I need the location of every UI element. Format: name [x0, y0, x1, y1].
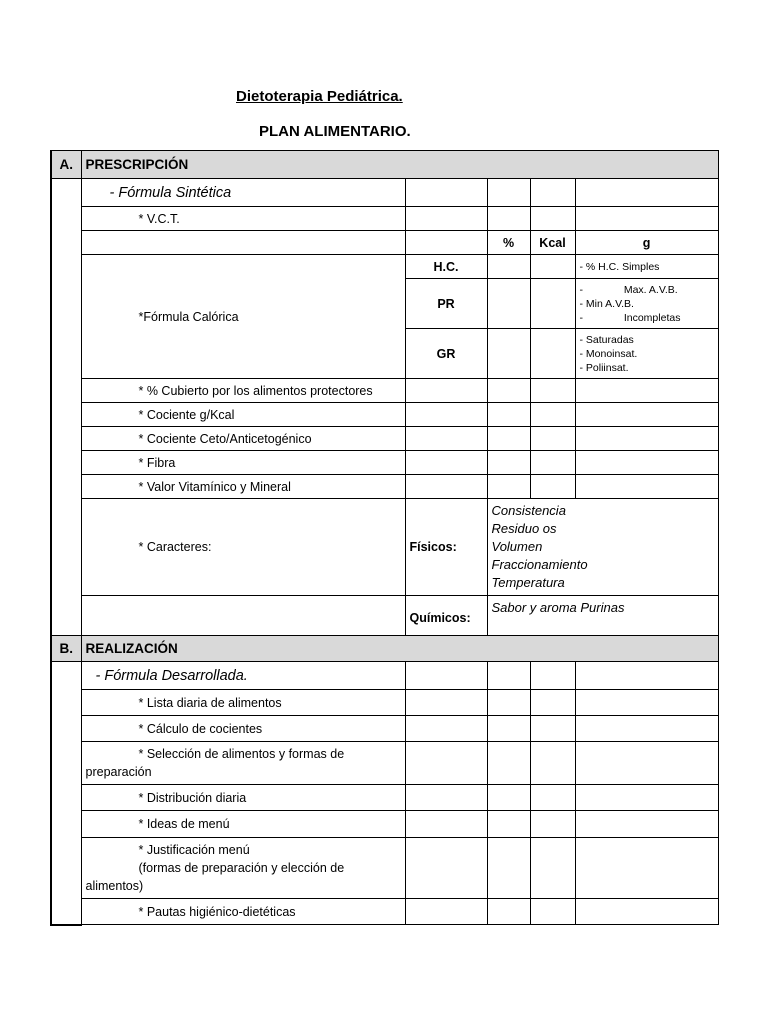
table-cell[interactable] — [575, 207, 718, 231]
table-cell[interactable] — [575, 838, 718, 899]
section-b-header — [51, 636, 718, 662]
table-cell[interactable] — [405, 207, 487, 231]
table-cell[interactable] — [530, 379, 575, 403]
table-cell[interactable] — [405, 451, 487, 475]
row-label: * % Cubierto por los alimentos protectores — [81, 379, 405, 403]
section-a-title: PRESCRIPCIÓN — [81, 151, 718, 179]
table-cell[interactable] — [530, 690, 575, 716]
table-cell[interactable] — [487, 427, 530, 451]
table-cell[interactable] — [530, 207, 575, 231]
quimicos-text: Sabor y aroma Purinas — [487, 596, 718, 636]
table-row — [51, 207, 718, 231]
fisicos-items: Consistencia Residuo os Volumen Fraccionamiento Temperatura — [487, 499, 718, 596]
table-cell[interactable] — [487, 403, 530, 427]
table-cell[interactable] — [530, 838, 575, 899]
table-cell[interactable] — [575, 785, 718, 811]
table-cell[interactable] — [530, 451, 575, 475]
table-cell[interactable] — [530, 427, 575, 451]
table-row — [51, 179, 718, 207]
section-a-letter: A. — [51, 151, 81, 179]
table-row — [51, 690, 718, 716]
row-label: * Cociente g/Kcal — [81, 403, 405, 427]
table-cell — [81, 231, 405, 255]
table-cell[interactable] — [487, 475, 530, 499]
table-cell[interactable] — [487, 179, 530, 207]
table-cell[interactable] — [530, 811, 575, 838]
table-cell[interactable] — [487, 716, 530, 742]
row-label: * Valor Vitamínico y Mineral — [81, 475, 405, 499]
formula-calorica-label: *Fórmula Calórica — [81, 255, 405, 379]
table-cell — [405, 231, 487, 255]
table-cell[interactable] — [405, 742, 487, 785]
table-cell[interactable] — [530, 329, 575, 379]
table-row-hc — [51, 255, 718, 279]
row-label: * Selección de alimentos y formas de preparación — [81, 742, 405, 785]
table-cell[interactable] — [530, 255, 575, 279]
column-header-pct: % — [487, 231, 530, 255]
table-cell[interactable] — [405, 475, 487, 499]
table-row — [51, 427, 718, 451]
row-label: * Cálculo de cocientes — [81, 716, 405, 742]
table-cell[interactable] — [575, 899, 718, 925]
vct-label: * V.C.T. — [81, 207, 405, 231]
row-label: * Pautas higiénico-dietéticas — [81, 899, 405, 925]
table-cell[interactable] — [575, 811, 718, 838]
table-row — [51, 451, 718, 475]
table-cell[interactable] — [530, 403, 575, 427]
table-cell[interactable] — [575, 690, 718, 716]
document-subtitle: PLAN ALIMENTARIO. — [259, 123, 411, 140]
table-cell[interactable] — [405, 811, 487, 838]
gr-label: GR — [405, 329, 487, 379]
section-b-title: REALIZACIÓN — [81, 636, 718, 662]
table-cell[interactable] — [487, 279, 530, 329]
pr-label: PR — [405, 279, 487, 329]
column-header-row — [51, 231, 718, 255]
table-row — [51, 899, 718, 925]
row-label: * Justificación menú (formas de preparación y elección de alimentos) — [81, 838, 405, 899]
table-cell[interactable] — [487, 207, 530, 231]
section-a-header — [51, 151, 718, 179]
plan-table — [50, 150, 719, 926]
table-cell[interactable] — [405, 838, 487, 899]
table-cell[interactable] — [487, 451, 530, 475]
table-cell[interactable] — [530, 179, 575, 207]
table-row — [51, 838, 718, 899]
table-cell[interactable] — [405, 690, 487, 716]
caracteres-label: * Caracteres: — [81, 499, 405, 596]
table-cell[interactable] — [530, 899, 575, 925]
table-cell[interactable] — [530, 662, 575, 690]
pr-notes: - Max. A.V.B. - Min A.V.B. - Incompletas — [575, 279, 718, 329]
document-title: Dietoterapia Pediátrica. — [236, 88, 403, 105]
table-row-quimicos — [51, 596, 718, 636]
table-cell[interactable] — [487, 662, 530, 690]
table-row — [51, 785, 718, 811]
row-label: * Lista diaria de alimentos — [81, 690, 405, 716]
row-label: * Fibra — [81, 451, 405, 475]
row-label: * Ideas de menú — [81, 811, 405, 838]
table-row — [51, 716, 718, 742]
table-row — [51, 811, 718, 838]
table-cell[interactable] — [575, 662, 718, 690]
table-cell[interactable] — [575, 403, 718, 427]
table-cell[interactable] — [487, 255, 530, 279]
gr-notes: - Saturadas - Monoinsat. - Poliinsat. — [575, 329, 718, 379]
table-row — [51, 742, 718, 785]
section-b-letter: B. — [51, 636, 81, 662]
column-header-g: g — [575, 231, 718, 255]
row-label: * Cociente Ceto/Anticetogénico — [81, 427, 405, 451]
quimicos-label: Químicos: — [405, 596, 487, 636]
table-cell[interactable] — [575, 475, 718, 499]
table-cell[interactable] — [487, 379, 530, 403]
table-cell[interactable] — [530, 279, 575, 329]
table-cell[interactable] — [530, 785, 575, 811]
table-cell[interactable] — [575, 179, 718, 207]
table-cell[interactable] — [405, 785, 487, 811]
fisicos-label: Físicos: — [405, 499, 487, 596]
table-row — [51, 379, 718, 403]
hc-label: H.C. — [405, 255, 487, 279]
table-cell[interactable] — [530, 742, 575, 785]
table-cell[interactable] — [405, 662, 487, 690]
table-cell[interactable] — [530, 716, 575, 742]
table-cell[interactable] — [487, 811, 530, 838]
table-cell[interactable] — [487, 899, 530, 925]
table-row — [51, 475, 718, 499]
plan-table-frame — [50, 150, 718, 926]
formula-sintetica-label: - Fórmula Sintética — [81, 179, 405, 207]
table-cell[interactable] — [405, 179, 487, 207]
formula-desarrollada-label: - Fórmula Desarrollada. — [81, 662, 405, 690]
table-cell[interactable] — [487, 690, 530, 716]
table-row — [51, 662, 718, 690]
table-cell[interactable] — [405, 716, 487, 742]
table-row-caracteres — [51, 499, 718, 596]
table-cell[interactable] — [405, 427, 487, 451]
table-cell[interactable] — [575, 716, 718, 742]
table-cell[interactable] — [487, 742, 530, 785]
table-cell[interactable] — [405, 899, 487, 925]
table-cell[interactable] — [405, 403, 487, 427]
table-cell[interactable] — [530, 475, 575, 499]
column-header-kcal: Kcal — [530, 231, 575, 255]
hc-notes: - % H.C. Simples — [575, 255, 718, 279]
table-cell[interactable] — [575, 742, 718, 785]
table-cell[interactable] — [405, 379, 487, 403]
table-cell[interactable] — [575, 451, 718, 475]
table-cell — [81, 596, 405, 636]
table-cell[interactable] — [575, 427, 718, 451]
table-row — [51, 403, 718, 427]
table-cell[interactable] — [487, 785, 530, 811]
row-label: * Distribución diaria — [81, 785, 405, 811]
table-cell[interactable] — [487, 329, 530, 379]
table-cell[interactable] — [575, 379, 718, 403]
table-cell[interactable] — [487, 838, 530, 899]
